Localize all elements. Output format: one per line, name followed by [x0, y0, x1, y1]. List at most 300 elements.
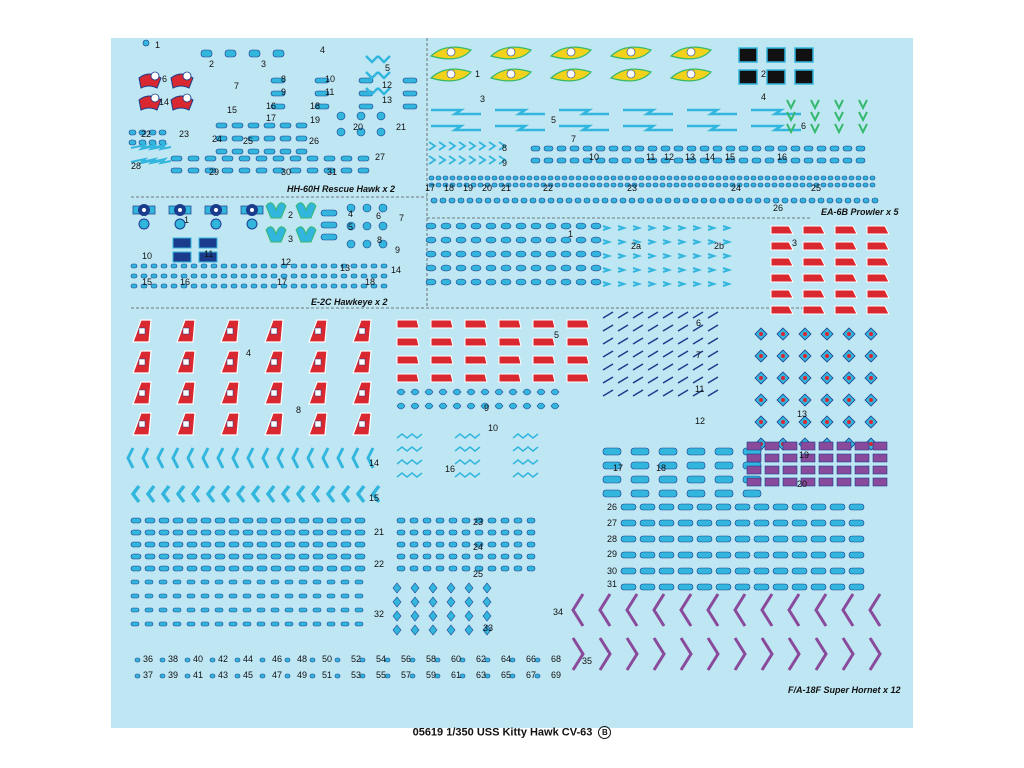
bottom-label-62: 62: [476, 654, 487, 664]
decal-tiny: [215, 608, 223, 612]
decal-line: [678, 377, 688, 383]
decal-pill: [436, 530, 444, 535]
tail-stripe: [465, 374, 487, 382]
decal-tiny: [331, 284, 337, 288]
decal-tag: [583, 146, 592, 151]
decal-tiny: [590, 176, 595, 180]
tail-fin-mark: [183, 359, 189, 365]
decal-pill: [131, 554, 141, 559]
chevron: [248, 448, 253, 468]
decal-tiny: [457, 176, 462, 180]
tail-fin-mark: [271, 359, 277, 365]
decal-tag: [830, 584, 845, 590]
decal-dot: [591, 251, 601, 257]
decal-n-mark: [811, 112, 819, 120]
decal-line: [693, 338, 703, 344]
lightning-bolt: [623, 110, 673, 114]
decal-pill: [436, 554, 444, 559]
diamond-insignia: [411, 597, 419, 607]
hh60-label-3: 3: [261, 59, 267, 69]
decal-tiny: [828, 183, 833, 187]
decal-block: [855, 454, 869, 462]
decal-tiny: [692, 198, 698, 203]
decal-tiny: [131, 284, 137, 288]
decal-tag: [531, 158, 540, 163]
decal-tag: [321, 234, 337, 240]
decal-tag: [735, 504, 750, 510]
ea6b-label-8: 8: [502, 143, 508, 153]
decal-dash: [693, 240, 699, 244]
hornet-label-25: 25: [473, 569, 484, 579]
decal-tag: [752, 158, 761, 163]
decal-pill: [215, 542, 225, 547]
decal-tiny: [351, 264, 357, 268]
hh60-label-10: 10: [325, 74, 336, 84]
decal-tiny: [555, 176, 560, 180]
decal-leaf: [551, 389, 559, 395]
decal-arrow: [489, 156, 495, 164]
decal-pill: [475, 530, 483, 535]
decal-tiny: [646, 176, 651, 180]
decal-tiny: [755, 198, 761, 203]
decal-pill: [327, 554, 337, 559]
decal-tag: [659, 520, 674, 526]
decal-block: [873, 466, 887, 474]
hornet-label-26: 26: [607, 502, 618, 512]
decal-tag: [735, 568, 750, 574]
decal-pill: [436, 566, 444, 571]
decal-tiny: [229, 622, 237, 626]
bottom-label-63: 63: [476, 670, 487, 680]
decal-roundel: [377, 128, 385, 136]
decal-pill: [514, 554, 522, 559]
decal-tag: [856, 146, 865, 151]
decal-tiny: [638, 198, 644, 203]
decal-dot: [456, 237, 466, 243]
tail-band: [795, 48, 813, 62]
bottom-label-50: 50: [322, 654, 333, 664]
hh60-label-6: 6: [162, 74, 168, 84]
diamond-chain: [455, 460, 480, 464]
ea6b-label-23: 23: [627, 183, 638, 193]
hh60-label-30: 30: [281, 167, 292, 177]
decal-tiny: [583, 176, 588, 180]
tail-stripe: [771, 242, 793, 250]
chevron: [238, 486, 244, 502]
decal-tiny: [764, 198, 770, 203]
ea6b-label-25: 25: [811, 183, 822, 193]
decal-arrow: [469, 142, 475, 150]
diamond-dot: [759, 354, 763, 358]
decal-pill: [527, 566, 535, 571]
hornet-label-5: 5: [554, 330, 560, 340]
decal-dot: [441, 265, 451, 271]
decal-tiny: [716, 176, 721, 180]
decal-leaf: [523, 389, 531, 395]
decal-tiny: [257, 608, 265, 612]
hornet-label-12: 12: [695, 416, 706, 426]
decal-tiny: [520, 183, 525, 187]
decal-tag: [811, 552, 826, 558]
decal-tiny: [173, 580, 181, 584]
decal-tiny: [765, 176, 770, 180]
decal-pill: [313, 566, 323, 571]
decal-tag: [609, 158, 618, 163]
wing-emblem: [507, 70, 515, 78]
ea6b-label-14: 14: [705, 152, 716, 162]
decal-dot: [531, 265, 541, 271]
decal-tiny: [251, 264, 257, 268]
diamond-insignia: [393, 625, 401, 635]
tail-band: [767, 48, 785, 62]
tail-stripe: [499, 320, 521, 328]
decal-tiny: [569, 183, 574, 187]
tail-fin-mark: [271, 328, 277, 334]
diamond-dot: [781, 376, 785, 380]
decal-tag: [249, 50, 260, 57]
decal-pill: [299, 554, 309, 559]
decal-line: [663, 312, 673, 318]
diamond-insignia: [447, 583, 455, 593]
decal-dot: [456, 279, 466, 285]
ea6b-label-13: 13: [685, 152, 696, 162]
decal-tag: [659, 584, 674, 590]
decal-tag: [621, 552, 636, 558]
decal-tiny: [492, 183, 497, 187]
decal-tag: [264, 149, 275, 154]
decal-tiny: [261, 274, 267, 278]
decal-tag: [678, 536, 693, 542]
decal-arrow: [429, 142, 435, 150]
hornet-label-8: 8: [296, 405, 302, 415]
decal-tiny: [201, 580, 209, 584]
chevron: [268, 486, 274, 502]
bottom-label-36: 36: [143, 654, 154, 664]
diamond-insignia: [447, 597, 455, 607]
decal-tiny: [520, 176, 525, 180]
decal-tag: [557, 158, 566, 163]
decal-pill: [201, 530, 211, 535]
decal-pill: [145, 530, 155, 535]
decal-line: [648, 325, 658, 331]
decal-n-mark: [859, 112, 867, 120]
decal-tiny: [809, 198, 815, 203]
decal-tiny: [291, 264, 297, 268]
decal-pill: [514, 518, 522, 523]
e2c-label-7: 7: [399, 213, 405, 223]
hornet-label-29: 29: [607, 549, 618, 559]
decal-tiny: [450, 176, 455, 180]
decal-tag: [697, 568, 712, 574]
decal-pill: [187, 554, 197, 559]
butterfly-emblem: [296, 227, 316, 242]
decal-tag: [773, 568, 788, 574]
hornet-label-35: 35: [582, 656, 593, 666]
decal-tiny: [301, 274, 307, 278]
decal-tiny: [187, 594, 195, 598]
decal-tag: [715, 448, 733, 455]
decal-dot: [501, 251, 511, 257]
decal-line: [603, 364, 613, 370]
decal-tag: [773, 584, 788, 590]
decal-n-mark: [835, 124, 843, 132]
decal-tag: [659, 476, 677, 483]
decal-tiny: [171, 274, 177, 278]
tail-stripe: [431, 374, 453, 382]
decal-pill: [341, 530, 351, 535]
decal-line: [618, 312, 628, 318]
section-title-ea6b: EA-6B Prowler x 5: [821, 207, 899, 217]
decal-pill: [397, 566, 405, 571]
decal-tag: [609, 146, 618, 151]
decal-block: [783, 454, 797, 462]
decal-pill: [145, 554, 155, 559]
us-roundel-star: [214, 208, 218, 212]
decal-tiny: [201, 622, 209, 626]
decal-line: [678, 312, 688, 318]
decal-tiny: [530, 198, 536, 203]
chevron: [627, 638, 637, 670]
hh60-label-27: 27: [375, 152, 386, 162]
bottom-label-43: 43: [218, 670, 229, 680]
decal-tag: [697, 504, 712, 510]
decal-tiny: [285, 622, 293, 626]
decal-dot: [456, 251, 466, 257]
chevron: [223, 486, 229, 502]
bottom-label-57: 57: [401, 670, 412, 680]
decal-dot: [591, 237, 601, 243]
decal-n-mark: [811, 100, 819, 108]
diamond-dot: [803, 332, 807, 336]
decal-pill: [462, 530, 470, 535]
chevron: [708, 594, 718, 626]
decal-tiny: [243, 594, 251, 598]
decal-tiny: [355, 622, 363, 626]
navy-badge: [173, 252, 191, 262]
decal-block: [747, 454, 761, 462]
decal-tiny: [503, 198, 509, 203]
decal-tiny: [313, 594, 321, 598]
decal-tag: [674, 146, 683, 151]
chevron: [133, 486, 139, 502]
bottom-label-60: 60: [451, 654, 462, 664]
decal-arrow: [479, 156, 485, 164]
decal-dash: [678, 240, 684, 244]
decal-tiny: [243, 622, 251, 626]
decal-tiny: [301, 264, 307, 268]
decal-pill: [359, 104, 373, 109]
ea6b-label-3: 3: [480, 94, 486, 104]
decal-pill: [462, 542, 470, 547]
eagle-head: [183, 72, 191, 80]
decal-line: [618, 325, 628, 331]
decal-tiny: [584, 198, 590, 203]
decal-tiny: [257, 594, 265, 598]
decal-pill: [355, 542, 365, 547]
decal-dot: [471, 223, 481, 229]
decal-tiny: [674, 183, 679, 187]
decal-dash: [603, 226, 609, 230]
decal-pill: [239, 168, 250, 173]
e2c-label-14: 14: [391, 265, 402, 275]
bottom-label-49: 49: [297, 670, 308, 680]
decal-tiny: [548, 176, 553, 180]
decal-tag: [661, 146, 670, 151]
hornet-label-30: 30: [607, 566, 618, 576]
decal-tag: [659, 568, 674, 574]
decal-pill: [188, 156, 199, 161]
e2c-label-10: 10: [142, 251, 153, 261]
hh60-label-20: 20: [353, 122, 364, 132]
decal-dot: [576, 251, 586, 257]
decal-dash: [633, 254, 639, 258]
decal-pill: [403, 91, 417, 96]
decal-pill: [341, 542, 351, 547]
navy-badge: [173, 238, 191, 248]
decal-tag: [687, 476, 705, 483]
decal-tag: [830, 552, 845, 558]
decal-tiny: [786, 183, 791, 187]
lightning-bolt: [495, 126, 545, 130]
decal-tiny: [709, 183, 714, 187]
decal-pill: [397, 542, 405, 547]
decal-block: [765, 442, 779, 450]
decal-leaf: [453, 389, 461, 395]
hh60-label-15: 15: [227, 105, 238, 115]
e2c-label-9: 9: [395, 245, 401, 255]
decal-tag: [640, 584, 655, 590]
decal-dash: [663, 282, 669, 286]
tail-stripe: [803, 274, 825, 282]
diamond-insignia: [393, 611, 401, 621]
decal-pill: [188, 168, 199, 173]
tail-stripe: [803, 242, 825, 250]
decal-dash: [633, 226, 639, 230]
wing-emblem: [447, 48, 455, 56]
chevron: [735, 594, 745, 626]
decal-pill: [290, 156, 301, 161]
decal-tiny: [849, 183, 854, 187]
decal-leaf: [397, 389, 405, 395]
decal-chevron: [366, 56, 378, 62]
tail-stripe: [567, 374, 589, 382]
decal-leaf: [425, 389, 433, 395]
decal-tag: [830, 568, 845, 574]
decal-tiny: [828, 176, 833, 180]
decal-tiny: [457, 183, 462, 187]
decal-tiny: [229, 594, 237, 598]
decal-pill: [173, 530, 183, 535]
tail-fin-mark: [139, 359, 145, 365]
diamond-dot: [847, 332, 851, 336]
decal-line: [618, 338, 628, 344]
decal-tiny: [187, 580, 195, 584]
decal-pill: [257, 518, 267, 523]
ea6b-label-16: 16: [777, 152, 788, 162]
decal-tag: [621, 504, 636, 510]
hornet-label-13: 13: [797, 409, 808, 419]
decal-tiny: [821, 176, 826, 180]
decal-pill: [410, 518, 418, 523]
bottom-label-56: 56: [401, 654, 412, 664]
tail-stripe: [431, 356, 453, 364]
decal-sheet: [111, 38, 913, 739]
tail-stripe: [803, 258, 825, 266]
decal-tiny: [779, 176, 784, 180]
decal-tag: [248, 123, 259, 128]
tail-stripe: [567, 338, 589, 346]
decal-tiny: [618, 176, 623, 180]
decal-tag: [631, 462, 649, 469]
diamond-insignia: [411, 625, 419, 635]
chevron: [681, 638, 691, 670]
decal-dash: [723, 268, 729, 272]
decal-pill: [355, 554, 365, 559]
decal-pill: [273, 156, 284, 161]
e2c-label-18: 18: [365, 277, 376, 287]
diamond-insignia: [465, 583, 473, 593]
lightning-bolt: [559, 110, 609, 114]
decal-tiny: [173, 608, 181, 612]
decal-pill: [307, 156, 318, 161]
bottom-label-59: 59: [426, 670, 437, 680]
decal-tag: [773, 552, 788, 558]
decal-tag: [557, 146, 566, 151]
decal-pill: [449, 566, 457, 571]
decal-tiny: [827, 198, 833, 203]
decal-dot: [441, 279, 451, 285]
decal-tiny: [597, 176, 602, 180]
decal-tiny: [215, 594, 223, 598]
bottom-label-48: 48: [297, 654, 308, 664]
decal-block: [783, 478, 797, 486]
decal-pill: [501, 518, 509, 523]
tail-stripe: [867, 290, 889, 298]
decal-tiny: [211, 284, 217, 288]
hornet-label-15: 15: [369, 493, 380, 503]
decal-tag: [678, 520, 693, 526]
decal-tiny: [842, 183, 847, 187]
tail-fin-mark: [271, 421, 277, 427]
decal-tag: [129, 140, 136, 145]
decal-tiny: [667, 176, 672, 180]
decal-block: [819, 478, 833, 486]
diamond-dot: [803, 398, 807, 402]
decal-tiny: [173, 594, 181, 598]
decal-tiny: [341, 594, 349, 598]
chevron: [158, 448, 163, 468]
hornet-label-24: 24: [473, 542, 484, 552]
decal-tag: [640, 536, 655, 542]
decal-tiny: [604, 183, 609, 187]
tail-fin-mark: [139, 328, 145, 334]
decal-tiny: [285, 608, 293, 612]
decal-tiny: [667, 183, 672, 187]
decal-dot: [471, 279, 481, 285]
decal-pill: [423, 566, 431, 571]
decal-pill: [324, 156, 335, 161]
decal-tag: [792, 536, 807, 542]
decal-pill: [290, 168, 301, 173]
decal-dot: [471, 265, 481, 271]
decal-leaf: [425, 403, 433, 409]
ea6b-label-10: 10: [589, 152, 600, 162]
wing-emblem: [447, 70, 455, 78]
section-title-hh60: HH-60H Rescue Hawk x 2: [287, 184, 396, 194]
decal-tiny: [471, 176, 476, 180]
decal-line: [618, 377, 628, 383]
decal-tag: [631, 448, 649, 455]
